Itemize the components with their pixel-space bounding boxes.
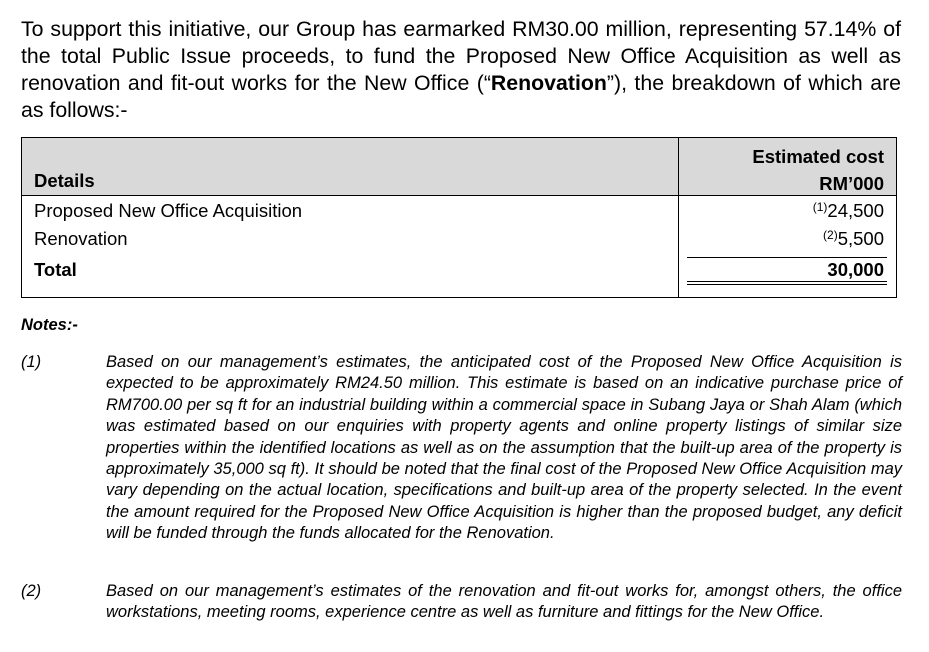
total-label: Total [34,259,77,280]
row-label-renovation: Renovation [34,228,128,249]
value-renovation: 5,500 [837,228,884,249]
row-value-acquisition [813,200,884,222]
column-divider [678,138,679,297]
intro-defined-term: Renovation [490,71,607,95]
total-top-rule [687,257,887,258]
note-marker-2: (2) [21,582,42,600]
intro-text-after: ”), the breakdown of which are as follows:- [21,71,902,122]
note-text-2: Based on our management’s estimates of the renovation and fit-out works for, amongst others, the office workstations, meeting rooms, experience centre as well as furniture and fittings for the New Office. [106,582,902,622]
total-double-underline [687,281,887,285]
header-estimated-cost [752,143,884,197]
intro-text-before: To support this initiative, our Group has earmarked RM30.00 million, representing 57.14% of the total Public Issue proceeds, to fund the Proposed New Office Acquisition as well as renovation and fit-out works for the New Office (“ [21,17,901,95]
total-value: 30,000 [827,259,884,280]
header-cost-line1: Estimated cost [752,146,884,167]
intro-paragraph [21,16,901,124]
row-label-acquisition: Proposed New Office Acquisition [34,200,303,221]
cost-breakdown-table [21,137,897,298]
header-details: Details [34,170,95,191]
header-cost-line2: RM’000 [819,173,884,194]
note-ref-2: (2) [823,228,838,242]
note-ref-1: (1) [812,200,828,214]
notes-heading: Notes:- [21,316,78,334]
value-acquisition: 24,500 [827,200,884,221]
note-text-1: Based on our management’s estimates, the anticipated cost of the Proposed New Office Acquisition is expected to be approximately RM24.50 million. This estimate is based on an indicative purchase price of RM700.00 per sq ft for an industrial building within a commercial space in Subang Jaya or Shah Alam (which was estimated based on our enquiries with property agents and online property listings of similar size properties within the identified locations as well as on the assumption that the built-up area of the property is approximately 35,000 sq ft). It should be noted that the final cost of the Proposed New Office Acquisition may vary depending on the actual location, specifications and built-up area of the property selected. In the event the amount required for the Proposed New Office Acquisition is higher than the proposed budget, any deficit will be funded through the funds allocated for the Renovation. [106,353,902,543]
row-value-renovation [823,228,884,250]
note-marker-1: (1) [21,353,42,371]
